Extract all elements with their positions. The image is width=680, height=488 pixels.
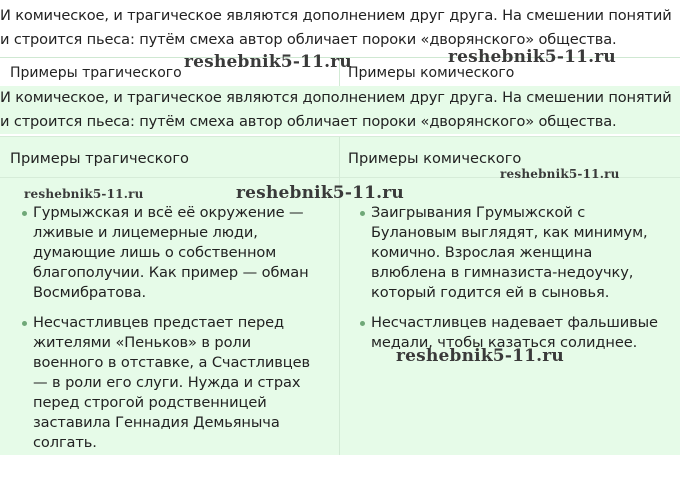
intro-paragraph: И комическое, и трагическое являются дополнением друг друга. На смешении понятий и строится пьеса: путём смеха автор обличает пороки «дворянского» общества. [0,4,680,52]
bullet-icon [360,211,365,216]
list-item-text: Несчастливцев предстает перед жителями «Пеньков» в роли военного в отставке, а Счастливцев — в роли его слуги. Нужда и страх перед строгой родственницей заставила Геннадия Демьяныча солгать. [33,314,310,451]
watermark: reshebnik5-11.ru [24,187,144,201]
list-item [22,203,322,303]
watermark: reshebnik5-11.ru [396,346,564,366]
intro-paragraph-repeat: И комическое, и трагическое являются дополнением друг друга. На смешении понятий и строится пьеса: путём смеха автор обличает пороки «дворянского» общества. [0,86,680,134]
watermark: reshebnik5-11.ru [500,167,620,181]
watermark: reshebnik5-11.ru [184,52,352,72]
header-tragic: Примеры трагического [10,150,189,167]
list-item [22,313,322,453]
bullet-icon [22,211,27,216]
header-comic: Примеры комического [348,150,522,167]
watermark: reshebnik5-11.ru [236,183,404,203]
list-item-text: Несчастливцев надевает фальшивые медали, чтобы казаться солиднее. [371,314,658,351]
bullet-icon [22,321,27,326]
comic-list [360,203,670,363]
header-comic: Примеры комического [348,65,515,81]
bullet-icon [360,321,365,326]
watermark: reshebnik5-11.ru [448,47,616,67]
header-tragic: Примеры трагического [10,65,182,81]
list-item-text: Заигрывания Грумыжской с Булановым выглядят, как минимум, комично. Взрослая женщина влюблена в гимназиста-недоучку, который годится ей в сыновья. [371,204,648,301]
list-item-text: Гурмыжская и всё её окружение — лживые и лицемерные люди, думающие лишь о собственном благополучии. Как пример — обман Восмибратова. [33,204,309,301]
list-item [360,203,670,303]
tragic-list [22,203,322,463]
